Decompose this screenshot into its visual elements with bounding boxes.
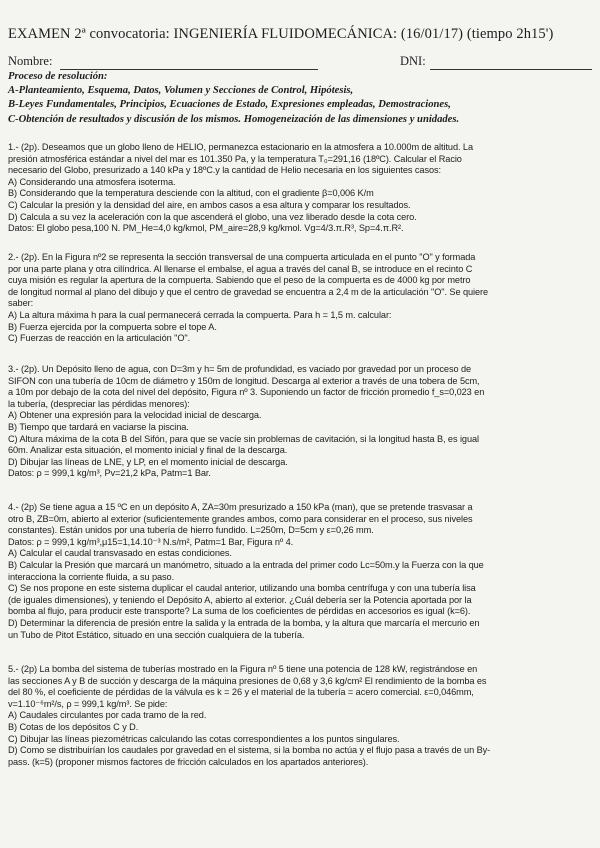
- q4-line: Datos: ρ = 999,1 kg/m³,μ15=1,14.10⁻³ N.s/m², Patm=1 Bar, Figura nº 4.: [8, 536, 294, 547]
- q5-line: pass. (k=5) (proponer mismos factores de fricción calculados en los apartados anteriores).: [8, 756, 369, 767]
- q5-line: D) Como se distribuirían los caudales por gravedad en el sistema, si la bomba no actúa y el flujo pasa a través de un By-: [8, 745, 491, 756]
- question-3: [8, 364, 593, 480]
- q5-line: A) Caudales circulantes por cada tramo de la red.: [8, 710, 207, 721]
- q2-line: C) Fuerzas de reacción en la articulación "O".: [8, 333, 191, 344]
- process-section: [8, 70, 596, 127]
- q3-line: D) Dibujar las líneas de LNE, y LP, en el momento inicial de descarga.: [8, 456, 288, 467]
- q1-line: necesario del Globo, presurizado a 140 kPa y 18ºC.y la cantidad de Helio necesaria en los siguientes casos:: [8, 165, 441, 176]
- q4-line: D) Determinar la diferencia de presión entre la salida y la entrada de la bomba, y la altura que marcaría el mercurio en: [8, 617, 480, 628]
- q5-line: del 80 %, el coeficiente de pérdidas de la válvula es k = 26 y el material de la tubería = acero comercial. ε=0,046mm,: [8, 687, 474, 698]
- q1-line: C) Calcular la presión y la densidad del aire, en ambos casos a esa altura y comparar los resultados.: [8, 199, 411, 210]
- q4-line: B) Calcular la Presión que marcará un manómetro, situado a la entrada del primer codo Lc=50m.y la Fuerza con la que: [8, 559, 484, 570]
- q2-line: 2.- (2p). En la Figura nº2 se representa la sección transversal de una compuerta articulada en el punto "O" y formada: [8, 252, 476, 262]
- q3-line: SIFON con una tubería de 10cm de diámetro y 150m de longitud. Descarga al exterior a través de una tobera de 5cm,: [8, 375, 480, 386]
- q4-line: 4.- (2p) Se tiene agua a 15 ºC en un depósito A, ZA=30m presurizado a 150 kPa (man), que se pretende trasvasar a: [8, 502, 473, 512]
- question-1: [8, 142, 593, 235]
- process-line-a: A-Planteamiento, Esquema, Datos, Volumen y Secciones de Control, Hipótesis,: [8, 85, 354, 97]
- q3-line: Datos: ρ = 999,1 kg/m³, Pv=21,2 kPa, Patm=1 Bar.: [8, 468, 211, 479]
- q2-line: saber:: [8, 298, 34, 309]
- q2-line: cuya misión es regular la apertura de la compuerta. Sabiendo que el peso de la compuerta es de 4000 kg por metro: [8, 275, 471, 286]
- q2-line: de longitud normal al plano del dibujo y que el centro de gravedad se encuentra a 2,4 m de la articulación "O". Se quiere: [8, 286, 489, 297]
- q2-line: por una parte plana y otra cilíndrica. Al llenarse el embalse, el agua a través del canal B, se introduce en el recinto C: [8, 263, 473, 274]
- q5-line: las secciones A y B de succión y descarga de la máquina presiones de 0,68 y 3,6 kg/cm² El rendimiento de la bomba es: [8, 675, 487, 686]
- q3-line: B) Tiempo que tardará en vaciarse la piscina.: [8, 421, 189, 432]
- q3-line: 60m. Analizar esta situación, el momento inicial y final de la descarga.: [8, 445, 288, 456]
- name-label: Nombre:: [8, 54, 53, 68]
- q3-line: 3.- (2p). Un Depósito lleno de agua, con D=3m y h= 5m de profundidad, es vaciado por gravedad por un proceso de: [8, 364, 472, 374]
- question-2: [8, 252, 593, 345]
- question-5: [8, 664, 593, 768]
- q4-line: bomba al flujo, para producir este transporte? La suma de los coeficientes de pérdidas en accesorios es igual (k=6).: [8, 606, 471, 617]
- dni-label: DNI:: [400, 54, 426, 68]
- q1-line: Datos: El globo pesa,100 N. PM_He=4,0 kg/kmol, PM_aire=28,9 kg/kmol. Vg=4/3.π.R³, Sp=4.π.R².: [8, 223, 404, 234]
- q3-line: C) Altura máxima de la cota B del Sifón, para que se vacíe sin problemas de cavitación, si la longitud hasta B, es igual: [8, 433, 479, 444]
- q4-line: un Tubo de Pitot Estático, situado en una sección cualquiera de la tubería.: [8, 629, 305, 640]
- q1-line: presión atmosférica estándar a nivel del mar es 101.350 Pa, y la temperatura T₀=291,16 (18ºC). Calcular el Racio: [8, 153, 462, 164]
- q1-line: B) Considerando que la temperatura desciende con la altitud, con el gradiente β=0,006 K/m: [8, 188, 374, 199]
- q5-line: 5.- (2p) La bomba del sistema de tuberías mostrado en la Figura nº 5 tiene una potencia de 128 kW, registrándose en: [8, 664, 478, 674]
- q5-line: v=1.10⁻⁶m²/s, ρ = 999,1 kg/m³. Se pide:: [8, 698, 168, 709]
- question-4: [8, 502, 593, 641]
- q3-line: A) Obtener una expresión para la velocidad inicial de descarga.: [8, 410, 262, 421]
- q1-line: 1.- (2p). Deseamos que un globo lleno de HELIO, permanezca estacionario en la atmosfera a 10.000m de altitud. La: [8, 142, 473, 152]
- q4-line: (de iguales dimensiones), y teniendo el Depósito A, abierto al exterior. ¿Cuál debería ser la Potencia aportada por la: [8, 594, 472, 605]
- q4-line: constantes). Están unidos por una tubería de hierro fundido. L=250m, D=5cm y ε=0,26 mm.: [8, 525, 374, 536]
- q1-line: A) Considerando una atmosfera isoterma.: [8, 176, 176, 187]
- process-heading: Proceso de resolución:: [8, 71, 108, 82]
- q3-line: la tubería, (despreciar las pérdidas menores):: [8, 398, 190, 409]
- q4-line: interacciona la corriente fluida, a su paso.: [8, 571, 175, 582]
- process-line-c: C-Obtención de resultados y discusión de los mismos. Homogeneización de las dimensiones y unidades.: [8, 113, 460, 125]
- q1-line: D) Calcula a su vez la aceleración con la que ascenderá el globo, una vez liberado desde la cota cero.: [8, 211, 417, 222]
- process-line-b: B-Leyes Fundamentales, Principios, Ecuaciones de Estado, Expresiones empleadas, Demostraciones,: [8, 99, 451, 111]
- exam-title: EXAMEN 2ª convocatoria: INGENIERÍA FLUIDOMECÁNICA: (16/01/17) (tiempo 2h15'): [8, 26, 554, 42]
- q4-line: C) Se nos propone en este sistema duplicar el caudal anterior, utilizando una bomba centrífuga y con una tubería lisa: [8, 583, 476, 594]
- q4-line: A) Calcular el caudal transvasado en estas condiciones.: [8, 548, 232, 559]
- q4-line: otro B, ZB=0m, abierto al exterior (suficientemente grandes ambos, como para considerar en el proceso, sus niveles: [8, 513, 473, 524]
- q2-line: B) Fuerza ejercida por la compuerta sobre el tope A.: [8, 321, 217, 332]
- q5-line: B) Cotas de los depósitos C y D.: [8, 721, 139, 732]
- q5-line: C) Dibujar las líneas piezométricas calculando las cotas correspondientes a los puntos singulares.: [8, 733, 400, 744]
- q3-line: a 10m por debajo de la cota del nivel del depósito, Figura nº 3. Suponiendo un factor de fricción promedio f_s=0,023 en: [8, 387, 485, 398]
- q2-line: A) La altura máxima h para la cual permanecerá cerrada la compuerta. Para h = 1,5 m. calcular:: [8, 309, 392, 320]
